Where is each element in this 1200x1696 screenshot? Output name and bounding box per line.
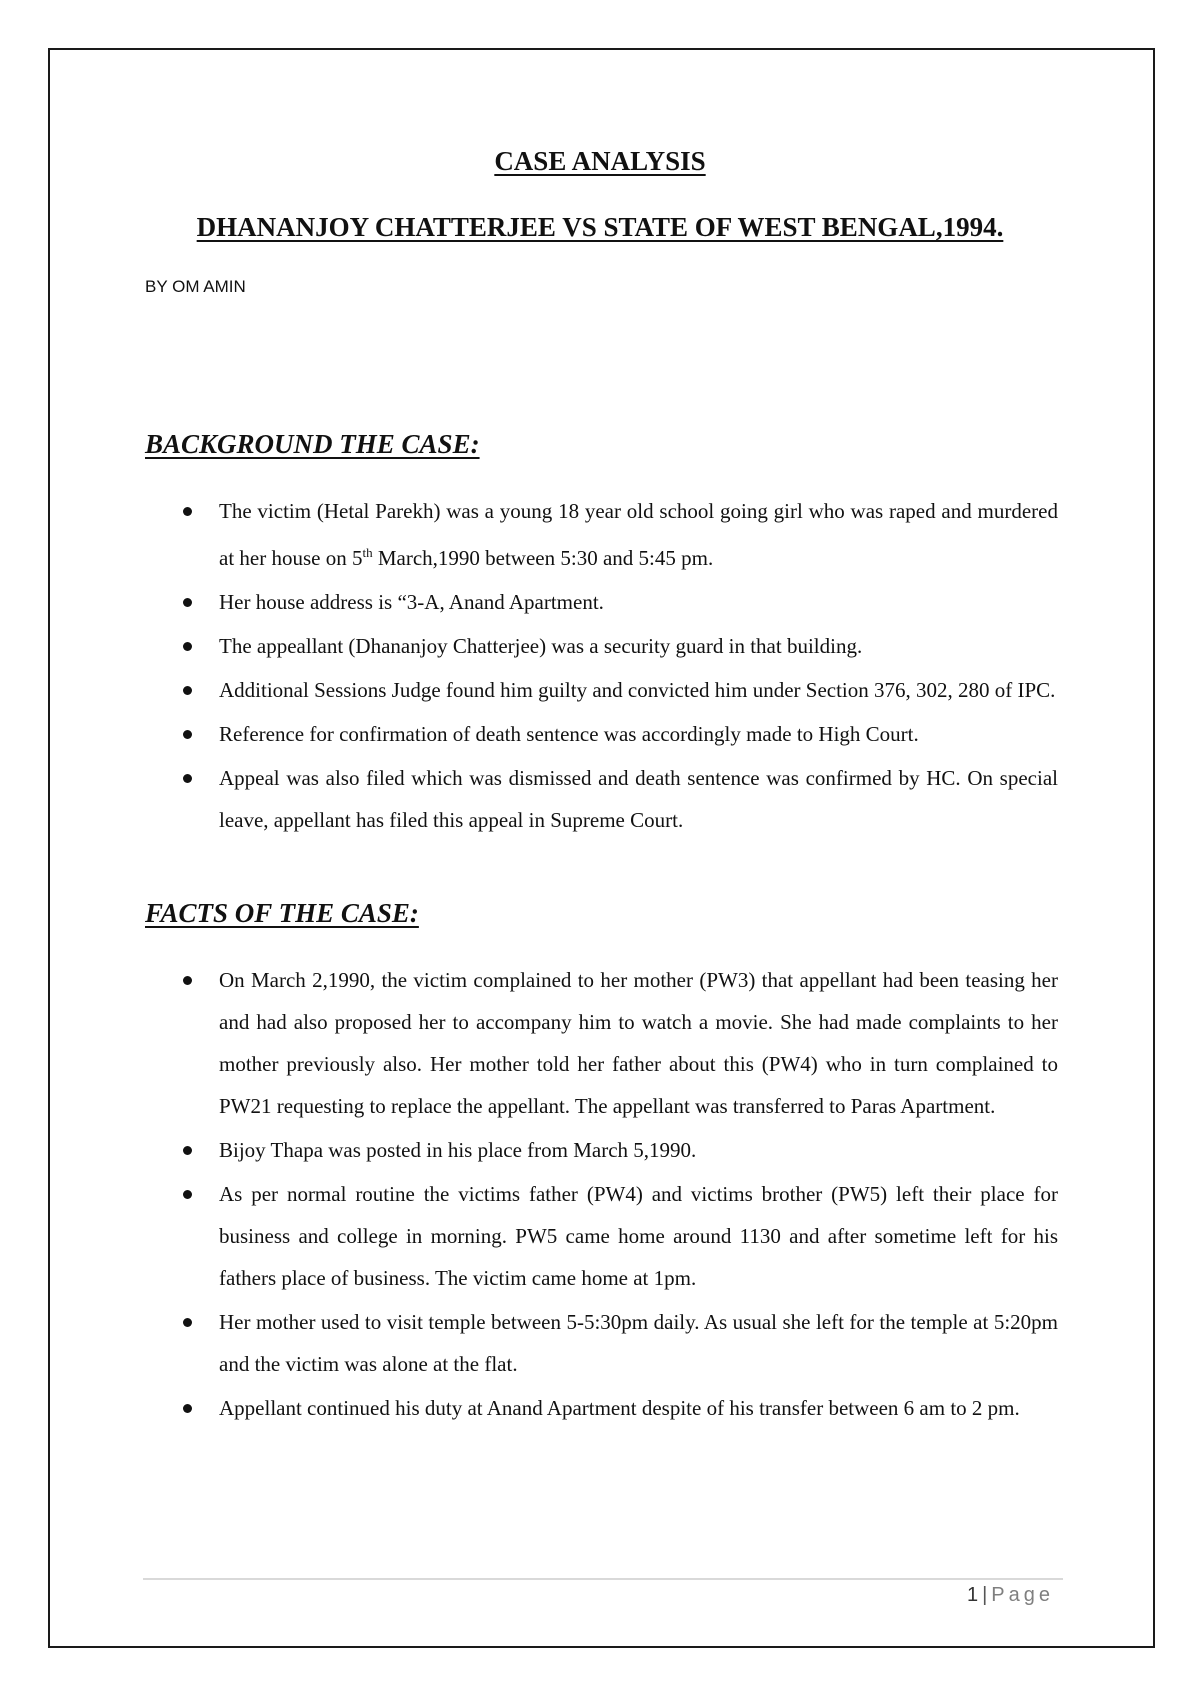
page-number-value: 1	[966, 1584, 979, 1606]
page-number	[967, 1584, 1054, 1607]
list-item: Her mother used to visit temple between 5-5:30pm daily. As usual she left for the temple at 5:20pm and the victim was alone at the flat.	[145, 1301, 1058, 1385]
bullet-icon	[183, 598, 192, 607]
list-item: As per normal routine the victims father (PW4) and victims brother (PW5) left their place for business and college in morning. PW5 came home around 1130 and after sometime left for his fathers place of business. The victim came home at 1pm.	[145, 1173, 1058, 1299]
background-heading: BACKGROUND THE CASE:	[145, 429, 480, 459]
bullet-icon	[183, 1146, 192, 1155]
document-title: CASE ANALYSIS	[494, 146, 706, 176]
list-item: Reference for confirmation of death sentence was accordingly made to High Court.	[145, 713, 1058, 755]
list-item: Her house address is “3-A, Anand Apartment.	[145, 581, 1058, 623]
facts-list	[145, 959, 1058, 1431]
list-item: The victim (Hetal Parekh) was a young 18 year old school going girl who was raped and murdered at her house on 5th March,1990 between 5:30 and 5:45 pm.	[145, 490, 1058, 579]
list-item: Additional Sessions Judge found him guilty and convicted him under Section 376, 302, 280 of IPC.	[145, 669, 1058, 711]
case-title: DHANANJOY CHATTERJEE VS STATE OF WEST BENGAL,1994.	[196, 212, 1004, 242]
facts-heading: FACTS OF THE CASE:	[145, 898, 419, 928]
bullet-icon	[183, 686, 192, 695]
bullet-icon	[183, 1318, 192, 1327]
page-separator: |	[982, 1584, 988, 1606]
bullet-icon	[183, 1404, 192, 1413]
list-item: Appellant continued his duty at Anand Apartment despite of his transfer between 6 am to 2 pm.	[145, 1387, 1058, 1429]
bullet-icon	[183, 976, 192, 985]
footer-divider	[143, 1578, 1063, 1580]
bullet-icon	[183, 507, 192, 516]
superscript: th	[362, 545, 373, 560]
bullet-icon	[183, 642, 192, 651]
author-byline: BY OM AMIN	[145, 277, 246, 296]
list-item: On March 2,1990, the victim complained to her mother (PW3) that appellant had been teasing her and had also proposed her to accompany him to watch a movie. She had made complaints to her mother previously also. Her mother told her father about this (PW4) who in turn complained to PW21 requesting to replace the appellant. The appellant was transferred to Paras Apartment.	[145, 959, 1058, 1127]
background-list	[145, 490, 1058, 843]
list-item: Appeal was also filed which was dismissed and death sentence was confirmed by HC. On special leave, appellant has filed this appeal in Supreme Court.	[145, 757, 1058, 841]
page-label: Page	[991, 1584, 1054, 1606]
list-item: The appeallant (Dhananjoy Chatterjee) was a security guard in that building.	[145, 625, 1058, 667]
list-item: Bijoy Thapa was posted in his place from March 5,1990.	[145, 1129, 1058, 1171]
bullet-icon	[183, 774, 192, 783]
bullet-icon	[183, 1190, 192, 1199]
bullet-icon	[183, 730, 192, 739]
